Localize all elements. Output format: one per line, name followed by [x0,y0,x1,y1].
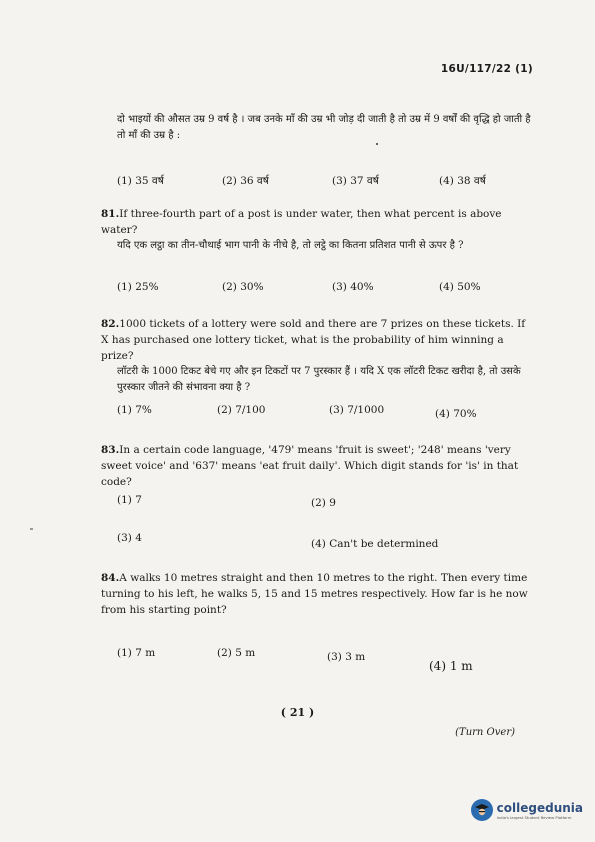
question-number: 84. [101,572,120,584]
option: (3) 7/1000 [329,404,385,416]
question-82-hindi: लॉटरी के 1000 टिकट बेचे गए और इन टिकटों पर 7 पुरस्कार हैं । यदि X एक लॉटरी टिकट खरीदा है, तो उसके पुरस्कार जीतने की संभावना क्या है ? [117,366,521,393]
question-number: 82. [101,318,120,330]
brand-tagline: India's largest Student Review Platform [496,814,572,820]
option: (3) 40% [332,281,374,293]
option: (2) 9 [311,497,336,509]
option: (1) 7% [117,404,152,416]
question-80-hindi: दो भाइयों की औसत उम्र 9 वर्ष है । जब उनके माँ की उम्र भी जोड़ दी जाती है तो उम्र में 9 वर्षों की वृद्धि हो जाती है तो माँ की उम्र है : [117,114,531,141]
option: (3) 3 m [327,651,366,663]
option: (4) 70% [435,408,477,420]
page-number: ( 21 ) [280,706,315,719]
option: (2) 36 वर्ष [222,175,269,187]
graduate-icon [471,799,493,821]
option: (4) 38 वर्ष [439,175,486,187]
question-81 [101,206,531,254]
option: (4) 1 m [429,659,473,673]
option: (1) 7 m [117,647,156,659]
question-82 [101,316,533,396]
turn-over-note: (Turn Over) [455,727,515,738]
brand-name: collegedunia [496,800,583,815]
question-82-english: 1000 tickets of a lottery were sold and there are 7 prizes on these tickets. If X has purchased one lottery ticket, what is the probability of him winning a prize? [101,318,526,362]
scan-mark [30,528,33,530]
option: (3) 4 [117,532,142,544]
question-number: 83. [101,444,120,456]
scan-dot [376,143,378,145]
question-number: 81. [101,208,120,220]
option: (3) 37 वर्ष [332,175,379,187]
question-81-hindi: यदि एक लट्ठा का तीन-चौथाई भाग पानी के नीचे है, तो लट्ठे का कितना प्रतिशत पानी से ऊपर है ? [117,240,464,251]
question-83 [101,442,536,490]
option: (2) 5 m [217,647,256,659]
option: (4) 50% [439,281,481,293]
option: (1) 35 वर्ष [117,175,164,187]
brand-logo [471,799,583,821]
option: (1) 25% [117,281,159,293]
option: (1) 7 [117,494,142,506]
question-81-english: If three-fourth part of a post is under water, then what percent is above water? [101,208,502,236]
option: (2) 30% [222,281,264,293]
paper-code: 16U/117/22 (1) [440,63,533,75]
question-80 [117,112,532,144]
option: (2) 7/100 [217,404,266,416]
option: (4) Can't be determined [311,538,439,550]
question-84-english: A walks 10 metres straight and then 10 metres to the right. Then every time turning to his left, he walks 5, 15 and 15 metres respectively. How far is he now from his starting point? [101,572,528,616]
question-83-english: In a certain code language, '479' means 'fruit is sweet'; '248' means 'very sweet voice' and '637' means 'eat fruit daily'. Which digit stands for 'is' in that code? [101,444,519,488]
question-84 [101,570,533,618]
